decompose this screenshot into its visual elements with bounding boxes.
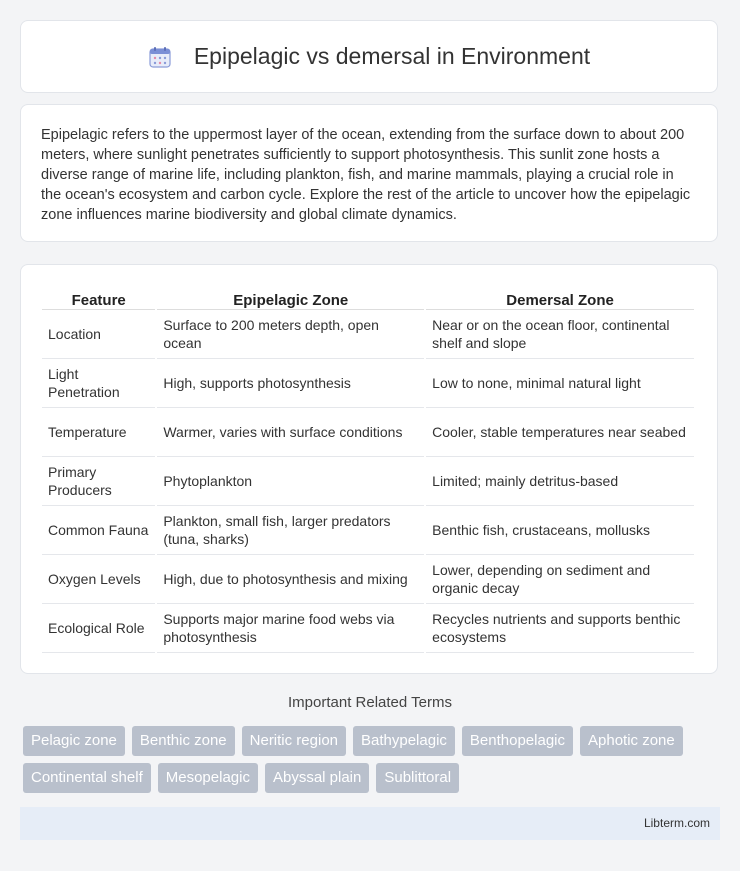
tag-pelagic-zone[interactable]: Pelagic zone <box>23 726 125 756</box>
epipelagic-cell: Warmer, varies with surface conditions <box>157 408 424 457</box>
footer-link[interactable]: Libterm.com <box>643 816 710 830</box>
related-terms-title: Important Related Terms <box>288 694 452 711</box>
epipelagic-cell: High, supports photosynthesis <box>157 359 424 408</box>
feature-cell: Light Penetration <box>42 359 155 408</box>
demersal-cell: Low to none, minimal natural light <box>426 359 694 408</box>
title-card <box>20 20 718 93</box>
demersal-cell: Limited; mainly detritus-based <box>426 457 694 506</box>
demersal-cell: Benthic fish, crustaceans, mollusks <box>426 506 694 555</box>
epipelagic-cell: Phytoplankton <box>157 457 424 506</box>
header-feature: Feature <box>42 287 155 310</box>
feature-cell: Ecological Role <box>42 604 155 653</box>
table-row <box>42 310 694 359</box>
tag-benthic-zone[interactable]: Benthic zone <box>132 726 235 756</box>
feature-cell: Location <box>42 310 155 359</box>
tag-bathypelagic[interactable]: Bathypelagic <box>353 726 455 756</box>
demersal-cell: Recycles nutrients and supports benthic ecosystems <box>426 604 694 653</box>
feature-cell: Common Fauna <box>42 506 155 555</box>
table-header-row <box>42 287 694 310</box>
demersal-cell: Lower, depending on sediment and organic decay <box>426 555 694 604</box>
table-row <box>42 408 694 457</box>
tag-neritic-region[interactable]: Neritic region <box>242 726 346 756</box>
feature-cell: Oxygen Levels <box>42 555 155 604</box>
table-row <box>42 506 694 555</box>
table-row <box>42 604 694 653</box>
comparison-table-card <box>20 264 718 674</box>
comparison-table <box>40 287 696 653</box>
epipelagic-cell: Plankton, small fish, larger predators (tuna, sharks) <box>157 506 424 555</box>
related-terms-list <box>23 726 723 793</box>
calendar-icon <box>148 45 172 69</box>
header-demersal: Demersal Zone <box>426 287 694 310</box>
tag-aphotic-zone[interactable]: Aphotic zone <box>580 726 683 756</box>
epipelagic-cell: Surface to 200 meters depth, open ocean <box>157 310 424 359</box>
table-row <box>42 457 694 506</box>
feature-cell: Temperature <box>42 408 155 457</box>
intro-text: Epipelagic refers to the uppermost layer of the ocean, extending from the surface down to about 200 meters, where sunlight penetrates sufficiently to support photosynthesis. This sunlit zone hosts a diverse range of marine life, including plankton, fish, and marine mammals, playing a crucial role in the ocean's ecosystem and carbon cycle. Explore the rest of the article to uncover how the epipelagic zone influences marine biodiversity and global climate dynamics. <box>41 127 691 223</box>
tag-benthopelagic[interactable]: Benthopelagic <box>462 726 573 756</box>
tag-abyssal-plain[interactable]: Abyssal plain <box>265 763 369 793</box>
table-row <box>42 555 694 604</box>
footer <box>20 807 720 840</box>
feature-cell: Primary Producers <box>42 457 155 506</box>
demersal-cell: Near or on the ocean floor, continental shelf and slope <box>426 310 694 359</box>
header-epipelagic: Epipelagic Zone <box>157 287 424 310</box>
page-title: Epipelagic vs demersal in Environment <box>193 43 591 69</box>
tag-mesopelagic[interactable]: Mesopelagic <box>158 763 258 793</box>
table-row <box>42 359 694 408</box>
demersal-cell: Cooler, stable temperatures near seabed <box>426 408 694 457</box>
tag-sublittoral[interactable]: Sublittoral <box>376 763 459 793</box>
tag-continental-shelf[interactable]: Continental shelf <box>23 763 151 793</box>
intro-card <box>20 104 718 242</box>
epipelagic-cell: High, due to photosynthesis and mixing <box>157 555 424 604</box>
epipelagic-cell: Supports major marine food webs via photosynthesis <box>157 604 424 653</box>
